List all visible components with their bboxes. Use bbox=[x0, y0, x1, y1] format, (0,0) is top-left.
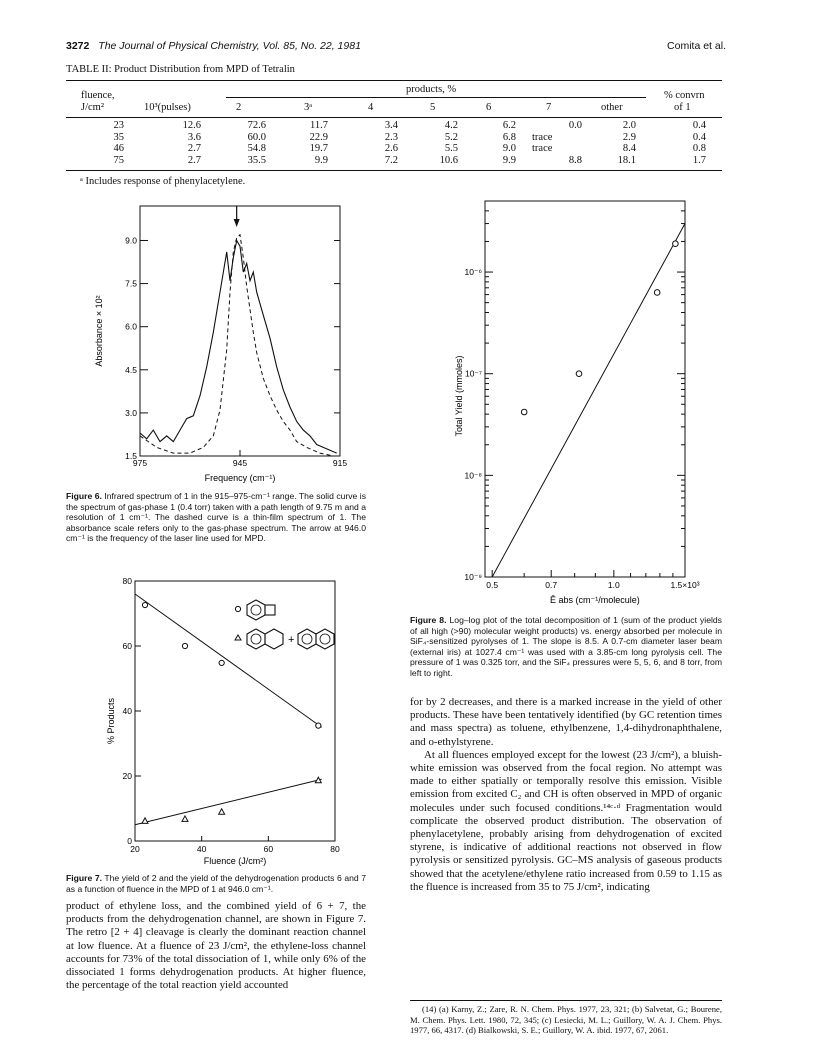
fig8-y-tick-label: 10⁻⁷ bbox=[464, 368, 482, 379]
col-pulses: 10³(pulses) bbox=[144, 102, 191, 113]
fig8-y-label: Total Yield (mmoles) bbox=[454, 355, 464, 437]
table-cell: 5.5 bbox=[444, 143, 458, 155]
col-product-4: 4 bbox=[368, 102, 374, 113]
fig6-caption-text: Infrared spectrum of 1 in the 915–975-cm⁻¹ range. The solid curve is the spectrum of gas-phase 1 (0.4 torr) taken with a path length of 9.75 m and a resolution of 1 cm⁻¹. The dashed curve is a thin-film spectrum of 1. The absorbance scale refers only to the gas-phase spectrum. The arrow at 946.0 cm⁻¹ is the frequency of the laser line used for MPD. bbox=[66, 491, 367, 544]
left-column-text: product of ethylene loss, and the combined yield of 6 + 7, the products from the dehydrogenation channel, are shown in Figure 7. The retro [2 + 4] cleavage is clearly the dominant reaction channel at low fluence. At a fluence of 23 J/cm², the ethylene-loss channel accounts for 73% of the total dissociation of 1, while only 6% of the dissociated 1 forms dehydrogenation products. At higher fluence, the percentage of the total reaction yield accounted bbox=[66, 900, 366, 992]
table-top-rule bbox=[66, 80, 722, 81]
figure-8-caption bbox=[410, 615, 722, 679]
legend-plus: + bbox=[288, 634, 295, 646]
fig8-x-tick-label: 0.7 bbox=[545, 580, 558, 590]
table-cell: 54.8 bbox=[247, 143, 266, 155]
fig6-y-tick-label: 6.0 bbox=[125, 321, 137, 332]
table-cell: 9.9 bbox=[314, 154, 328, 166]
fig8-fit-line bbox=[492, 224, 685, 577]
page-header bbox=[66, 40, 726, 52]
table-cell: 35.5 bbox=[247, 154, 266, 166]
table-cell: 2.7 bbox=[187, 143, 201, 155]
fig8-y-tick-label: 10⁻⁶ bbox=[464, 267, 482, 278]
fig8-x-tick-label: 1.5×10³ bbox=[670, 580, 700, 590]
fig8-data-point bbox=[673, 241, 679, 247]
col-convrn-line2: of 1 bbox=[674, 102, 691, 113]
table-cell: 1.7 bbox=[692, 154, 706, 166]
right-column-text bbox=[410, 696, 722, 894]
col-fluence-line2: J/cm² bbox=[81, 102, 104, 113]
fig6-x-label: Frequency (cm⁻¹) bbox=[204, 473, 276, 483]
table-cell: trace bbox=[532, 131, 553, 143]
table-cell: 60.0 bbox=[247, 131, 266, 143]
paragraph: for by 2 decreases, and there is a marked increase in the yield of other products. These have been tentatively identified (by GC retention times and mass spectra) as toluene, ethylbenzene, 1,4-dihydronaphthalene, and o-ethylstyrene. bbox=[410, 696, 722, 748]
fig8-caption-label: Figure 8. bbox=[410, 615, 447, 625]
fig8-data-point bbox=[521, 409, 527, 415]
fig6-frame bbox=[140, 206, 340, 456]
col-fluence-line1: fluence, bbox=[81, 90, 115, 101]
fig8-x-tick-label: 1.0 bbox=[607, 580, 620, 590]
table-title: TABLE II: Product Distribution from MPD of Tetralin bbox=[66, 64, 295, 75]
fig8-data-point bbox=[576, 371, 582, 377]
table-cell: 19.7 bbox=[309, 143, 328, 155]
fig8-x-tick-label: 0.5 bbox=[486, 580, 499, 590]
running-authors: Comita et al. bbox=[667, 40, 726, 52]
fig7-data-point-triangle bbox=[219, 809, 225, 815]
fig7-fit-line bbox=[135, 779, 322, 825]
table-cell: 23 bbox=[113, 120, 124, 131]
fig7-caption-label: Figure 7. bbox=[66, 873, 102, 883]
table-cell: 0.0 bbox=[568, 120, 582, 131]
table-header-rule bbox=[66, 117, 722, 118]
fig6-y-tick-label: 1.5 bbox=[125, 451, 137, 461]
table-cell: 6.2 bbox=[502, 120, 516, 131]
paragraph: At all fluences employed except for the lowest (23 J/cm²), a bluish-white emission was observed from the focal region. No attempt was made to either spatially or temporally resolve this emission. Visible emission from excited C₂ and CH is often observed in MPD of organic molecules under such focused conditions.¹⁴ᶜ·ᵈ Fragmentation would complicate the observed product distribution. The observation of phenylacetylene, probably arising from dehydrogenation of excited styrene, is indicative of additional reactions not observed in flow pyrolysis or sensitized pyrolysis. GC–MS analysis of gaseous products showed that the acetylene/ethylene ratio increased from 0.59 to 1.15 as the fluence is increased from 35 to 75 J/cm², indicating bbox=[410, 748, 722, 893]
fig7-y-label: % Products bbox=[106, 697, 116, 745]
col-product-5: 5 bbox=[430, 102, 436, 113]
table-cell: 12.6 bbox=[182, 120, 201, 131]
table-cell: 0.4 bbox=[692, 131, 706, 143]
table-cell: 8.4 bbox=[622, 143, 636, 155]
table-cell: 46 bbox=[113, 143, 124, 155]
col-product-other: other bbox=[601, 102, 623, 113]
table-cell: 0.8 bbox=[692, 143, 706, 155]
table-cell: 11.7 bbox=[310, 120, 328, 131]
table-cell: 18.1 bbox=[617, 154, 636, 166]
fig6-y-tick-label: 9.0 bbox=[125, 235, 137, 246]
table-cell: 10.6 bbox=[439, 154, 458, 166]
fig6-caption-label: Figure 6. bbox=[66, 491, 102, 501]
fig8-x-label: Ē abs (cm⁻¹/molecule) bbox=[550, 595, 640, 605]
fig6-x-tick-label: 945 bbox=[232, 458, 248, 468]
legend-triangle-marker bbox=[235, 635, 241, 640]
page-number: 3272 bbox=[66, 40, 90, 52]
table-cell: 2.6 bbox=[384, 143, 398, 155]
col-product-7: 7 bbox=[546, 102, 552, 113]
fig7-x-tick-label: 40 bbox=[196, 844, 207, 854]
fig7-x-tick-label: 20 bbox=[130, 844, 140, 854]
fig7-legend bbox=[235, 600, 334, 649]
table-cell: 4.2 bbox=[444, 120, 458, 131]
figure-6-caption bbox=[66, 491, 366, 544]
table-cell: 7.2 bbox=[384, 154, 398, 166]
products-group-header: products, % bbox=[406, 84, 457, 95]
table-cell: 0.4 bbox=[692, 120, 706, 131]
fig7-y-tick-label: 60 bbox=[122, 641, 132, 651]
journal-citation: The Journal of Physical Chemistry, Vol. 85, No. 22, 1981 bbox=[98, 40, 361, 52]
table-header bbox=[66, 84, 722, 116]
fig7-data-point-circle bbox=[219, 660, 224, 665]
fig7-x-tick-label: 60 bbox=[263, 844, 274, 854]
col-convrn-line1: % convrn bbox=[664, 90, 705, 101]
fig6-y-label: Absorbance × 10² bbox=[94, 295, 104, 367]
footnote-separator bbox=[410, 1000, 722, 1001]
table-cell: 75 bbox=[113, 154, 124, 166]
fig6-arrow-head bbox=[234, 219, 240, 227]
fig6-gas-phase-curve bbox=[140, 241, 337, 454]
fig7-y-tick-label: 0 bbox=[127, 836, 132, 846]
fig7-fit-line bbox=[135, 594, 322, 727]
figure-7-caption bbox=[66, 873, 366, 894]
table-cell: 6.8 bbox=[502, 131, 516, 143]
table-cell: 72.6 bbox=[247, 120, 266, 131]
fig7-data-point-circle bbox=[316, 723, 321, 728]
fig7-y-tick-label: 20 bbox=[122, 771, 132, 781]
fig8-y-tick-label: 10⁻⁸ bbox=[464, 470, 482, 481]
table-cell: 35 bbox=[113, 131, 124, 143]
fig6-thin-film-curve bbox=[140, 235, 333, 456]
fig8-frame bbox=[485, 201, 685, 577]
fig7-data-point-circle bbox=[182, 643, 187, 648]
col-product-3: 3ᵃ bbox=[304, 102, 313, 113]
fig7-data-point-triangle bbox=[142, 818, 148, 824]
table-body bbox=[66, 120, 722, 170]
table-footnote: ᵃ Includes response of phenylacetylene. bbox=[80, 176, 246, 187]
products-group-rule bbox=[226, 97, 646, 98]
benzocyclobutene-structure-icon bbox=[247, 600, 275, 620]
figure-6-ir-spectrum bbox=[90, 196, 350, 486]
fig6-x-tick-label: 915 bbox=[332, 458, 348, 468]
fig8-caption-text: Log–log plot of the total decomposition of 1 (sum of the product yields of all high (>90) molecular weight products) vs. energy absorbed per molecule in SiF₄-sensitized pyrolyses of 1. The slope is 8.5. A 0.7-cm diameter laser beam (external iris) at 1027.4 cm⁻¹ was used with a 3.85-cm long pyrolysis cell. The pressure of 1 was 0.325 torr, and the SiF₄ pressures were 5, 5, 6, and 8 torr, from left to right. bbox=[410, 615, 722, 678]
table-cell: trace bbox=[532, 143, 553, 155]
fig6-x-tick-label: 975 bbox=[132, 458, 148, 468]
table-cell: 2.9 bbox=[622, 131, 636, 143]
table-cell: 5.2 bbox=[444, 131, 458, 143]
fig7-x-tick-label: 80 bbox=[330, 844, 340, 854]
figure-8-loglog-plot bbox=[440, 196, 710, 608]
fig7-frame bbox=[135, 581, 335, 841]
table-cell: 2.7 bbox=[187, 154, 201, 166]
dihydronaphthalene-structure-icon bbox=[247, 629, 283, 649]
table-cell: 3.4 bbox=[384, 120, 398, 131]
naphthalene-structure-icon bbox=[298, 629, 334, 649]
fig7-y-tick-label: 40 bbox=[122, 706, 132, 716]
fig7-caption-text: The yield of 2 and the yield of the dehydrogenation products 6 and 7 as a function of fluence in the MPD of 1 at 946.0 cm⁻¹. bbox=[66, 873, 366, 894]
col-product-6: 6 bbox=[486, 102, 492, 113]
table-cell: 2.0 bbox=[622, 120, 636, 131]
fig6-y-tick-label: 4.5 bbox=[125, 364, 137, 375]
table-cell: 9.0 bbox=[502, 143, 516, 155]
fig7-data-point-triangle bbox=[182, 816, 188, 822]
figure-7-fluence-plot bbox=[90, 576, 350, 866]
fig6-y-tick-label: 7.5 bbox=[125, 278, 137, 289]
fig7-x-label: Fluence (J/cm²) bbox=[203, 856, 267, 866]
table-cell: 8.8 bbox=[568, 154, 582, 166]
fig6-laser-arrow bbox=[234, 206, 240, 227]
fig6-y-tick-label: 3.0 bbox=[125, 407, 137, 418]
fig7-data-point-circle bbox=[142, 602, 147, 607]
col-product-2: 2 bbox=[236, 102, 242, 113]
reference-14: (14) (a) Karny, Z.; Zare, R. N. Chem. Phys. 1977, 23, 321; (b) Salvetat, G.; Bourene, M. Chem. Phys. Lett. 1980, 72, 345; (c) Lesiecki, M. L.; Guillory, W. A. J. Chem. Phys. 1977, 66, 4317. (d) Bialkowski, S. E.; Guillory, W. A. ibid. 1977, 67, 2061. bbox=[410, 1004, 722, 1036]
table-cell: 9.9 bbox=[502, 154, 516, 166]
fig8-y-tick-label: 10⁻⁹ bbox=[464, 572, 482, 582]
legend-circle-marker bbox=[235, 606, 240, 611]
table-bottom-rule bbox=[66, 170, 722, 171]
table-cell: 2.3 bbox=[384, 131, 398, 143]
table-cell: 22.9 bbox=[309, 131, 328, 143]
fig7-y-tick-label: 80 bbox=[122, 576, 132, 586]
fig8-data-point bbox=[654, 290, 660, 296]
table-cell: 3.6 bbox=[187, 131, 201, 143]
